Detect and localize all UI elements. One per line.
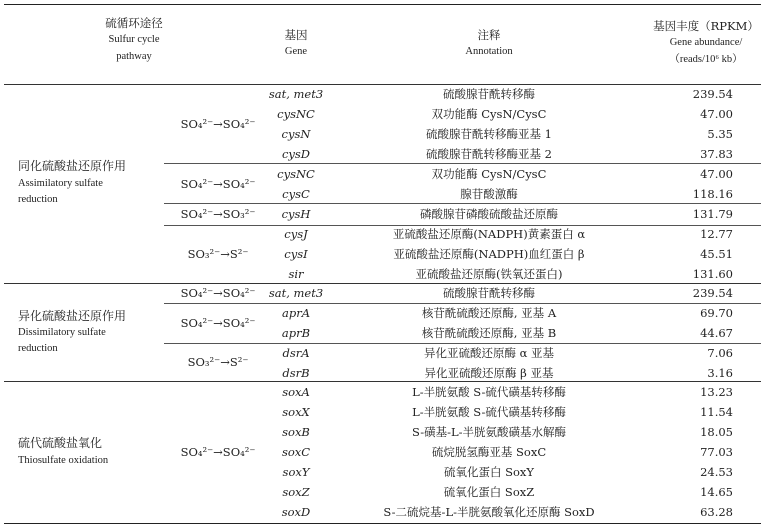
annotation: 硫酸腺苷酰转移酶亚基 1 [426, 127, 552, 141]
annotation: S-二硫烷基-L-半胱氨酸氧化还原酶 SoxD [383, 505, 595, 519]
gene-name: cysNC [277, 167, 315, 181]
reaction-label: SO₄²⁻→SO₄²⁻ [180, 117, 256, 131]
gene-abundance: 3.16 [707, 366, 733, 380]
reaction-label: SO₄²⁻→SO₄²⁻ [180, 445, 256, 459]
gene-abundance: 77.03 [700, 445, 733, 459]
annotation: 硫酸腺苷酰转移酶 [443, 87, 535, 101]
annotation-header-cn: 注释 [477, 28, 501, 42]
annotation: L-半胱氨酸 S-硫代磺基转移酶 [412, 385, 566, 399]
gene-name: cysJ [284, 227, 308, 241]
annotation-header-en: Annotation [465, 46, 513, 57]
gene-name: aprA [281, 306, 311, 320]
gene-name: cysI [284, 247, 308, 261]
reaction-label: SO₄²⁻→SO₄²⁻ [180, 286, 256, 300]
gene-name: sir [288, 267, 304, 281]
reaction-divider [164, 343, 761, 344]
header-bottom-rule [4, 84, 761, 85]
pathway-cn: 异化硫酸盐还原作用 [18, 309, 127, 323]
annotation: 亚硫酸盐还原酶(NADPH)黄素蛋白 α [392, 227, 586, 241]
table-bottom-rule [4, 523, 761, 524]
gene-name: soxB [282, 425, 310, 439]
reaction-label: SO₄²⁻→SO₄²⁻ [180, 177, 256, 191]
pathway-cn: 硫代硫酸盐氧化 [18, 436, 103, 450]
annotation: 硫氧化蛋白 SoxY [443, 465, 535, 479]
gene-header-en: Gene [284, 46, 308, 57]
gene-abundance: 131.60 [692, 267, 733, 281]
reaction-label: SO₄²⁻→SO₃²⁻ [180, 207, 256, 221]
abundance-header-en: Gene abundance/ [669, 37, 743, 48]
gene-name: cysH [281, 207, 311, 221]
gene-name: cysN [281, 127, 311, 141]
gene-abundance: 24.53 [700, 465, 733, 479]
gene-name: sat, met3 [268, 87, 324, 101]
reaction-label: SO₃²⁻→S²⁻ [187, 355, 249, 369]
gene-name: soxC [281, 445, 311, 459]
gene-abundance: 11.54 [700, 405, 733, 419]
annotation: 双功能酶 CysN/CysC [431, 167, 547, 181]
gene-name: soxY [282, 465, 310, 479]
gene-header-cn: 基因 [284, 28, 308, 42]
gene-abundance: 37.83 [700, 147, 733, 161]
gene-abundance: 239.54 [692, 87, 733, 101]
pathway-en: Assimilatory sulfate [18, 178, 103, 189]
reaction-divider [164, 203, 761, 204]
reaction-divider [164, 303, 761, 304]
table-top-rule [4, 4, 761, 5]
annotation: 磷酸腺苷磷酸硫酸盐还原酶 [420, 207, 558, 221]
gene-abundance: 5.35 [707, 127, 733, 141]
pathway-en: reduction [18, 343, 58, 354]
gene-name: soxA [282, 385, 310, 399]
annotation: 硫烷脱氢酶亚基 SoxC [431, 445, 547, 459]
abundance-header-unit: （reads/10⁶ kb） [669, 54, 743, 65]
section-divider-1 [4, 283, 761, 284]
annotation: 核苷酰硫酸还原酶, 亚基 A [421, 306, 557, 320]
annotation: L-半胱氨酸 S-硫代磺基转移酶 [412, 405, 566, 419]
gene-name: cysC [282, 187, 310, 201]
gene-name: soxZ [282, 485, 310, 499]
gene-abundance: 118.16 [692, 187, 733, 201]
annotation: S-磺基-L-半胱氨酸磺基水解酶 [411, 425, 567, 439]
annotation: 腺苷酸激酶 [460, 187, 518, 201]
gene-abundance: 7.06 [707, 346, 733, 360]
gene-abundance: 131.79 [692, 207, 733, 221]
annotation: 硫酸腺苷酰转移酶 [443, 286, 535, 300]
gene-name: dsrA [282, 346, 310, 360]
section-divider-2 [4, 381, 761, 382]
gene-abundance: 47.00 [700, 167, 733, 181]
gene-name: cysD [281, 147, 311, 161]
gene-abundance: 69.70 [700, 306, 733, 320]
gene-name: soxD [281, 505, 311, 519]
gene-abundance: 13.23 [700, 385, 733, 399]
gene-abundance: 18.05 [700, 425, 733, 439]
gene-abundance: 12.77 [700, 227, 733, 241]
reaction-divider [164, 163, 761, 164]
annotation: 异化亚硫酸还原酶 β 亚基 [424, 366, 554, 380]
pathway-en: Dissimilatory sulfate [18, 327, 106, 338]
pathway-header-cn: 硫循环途径 [105, 16, 163, 30]
pathway-header-en1: Sulfur cycle [108, 34, 160, 45]
gene-name: soxX [282, 405, 310, 419]
gene-name: cysNC [277, 107, 315, 121]
annotation: 双功能酶 CysN/CysC [431, 107, 547, 121]
gene-abundance: 47.00 [700, 107, 733, 121]
annotation: 硫氧化蛋白 SoxZ [443, 485, 535, 499]
annotation: 硫酸腺苷酰转移酶亚基 2 [426, 147, 552, 161]
pathway-en: Thiosulfate oxidation [18, 455, 109, 466]
gene-abundance: 44.67 [700, 326, 733, 340]
pathway-cn: 同化硫酸盐还原作用 [18, 159, 127, 173]
gene-abundance: 14.65 [700, 485, 733, 499]
pathway-header-en2: pathway [116, 51, 152, 62]
gene-abundance: 63.28 [700, 505, 733, 519]
annotation: 核苷酰硫酸还原酶, 亚基 B [421, 326, 557, 340]
annotation: 亚硫酸盐还原酶(NADPH)血红蛋白 β [393, 247, 585, 261]
reaction-label: SO₄²⁻→SO₄²⁻ [180, 316, 256, 330]
annotation: 异化亚硫酸还原酶 α 亚基 [423, 346, 555, 360]
reaction-label: SO₃²⁻→S²⁻ [187, 247, 249, 261]
gene-name: aprB [281, 326, 311, 340]
reaction-divider [164, 225, 761, 226]
abundance-header-cn: 基因丰度（RPKM） [653, 19, 759, 33]
gene-abundance: 239.54 [692, 286, 733, 300]
gene-name: sat, met3 [268, 286, 324, 300]
gene-abundance: 45.51 [700, 247, 733, 261]
gene-name: dsrB [282, 366, 310, 380]
annotation: 亚硫酸盐还原酶(铁氧还蛋白) [415, 267, 563, 281]
pathway-en: reduction [18, 194, 58, 205]
